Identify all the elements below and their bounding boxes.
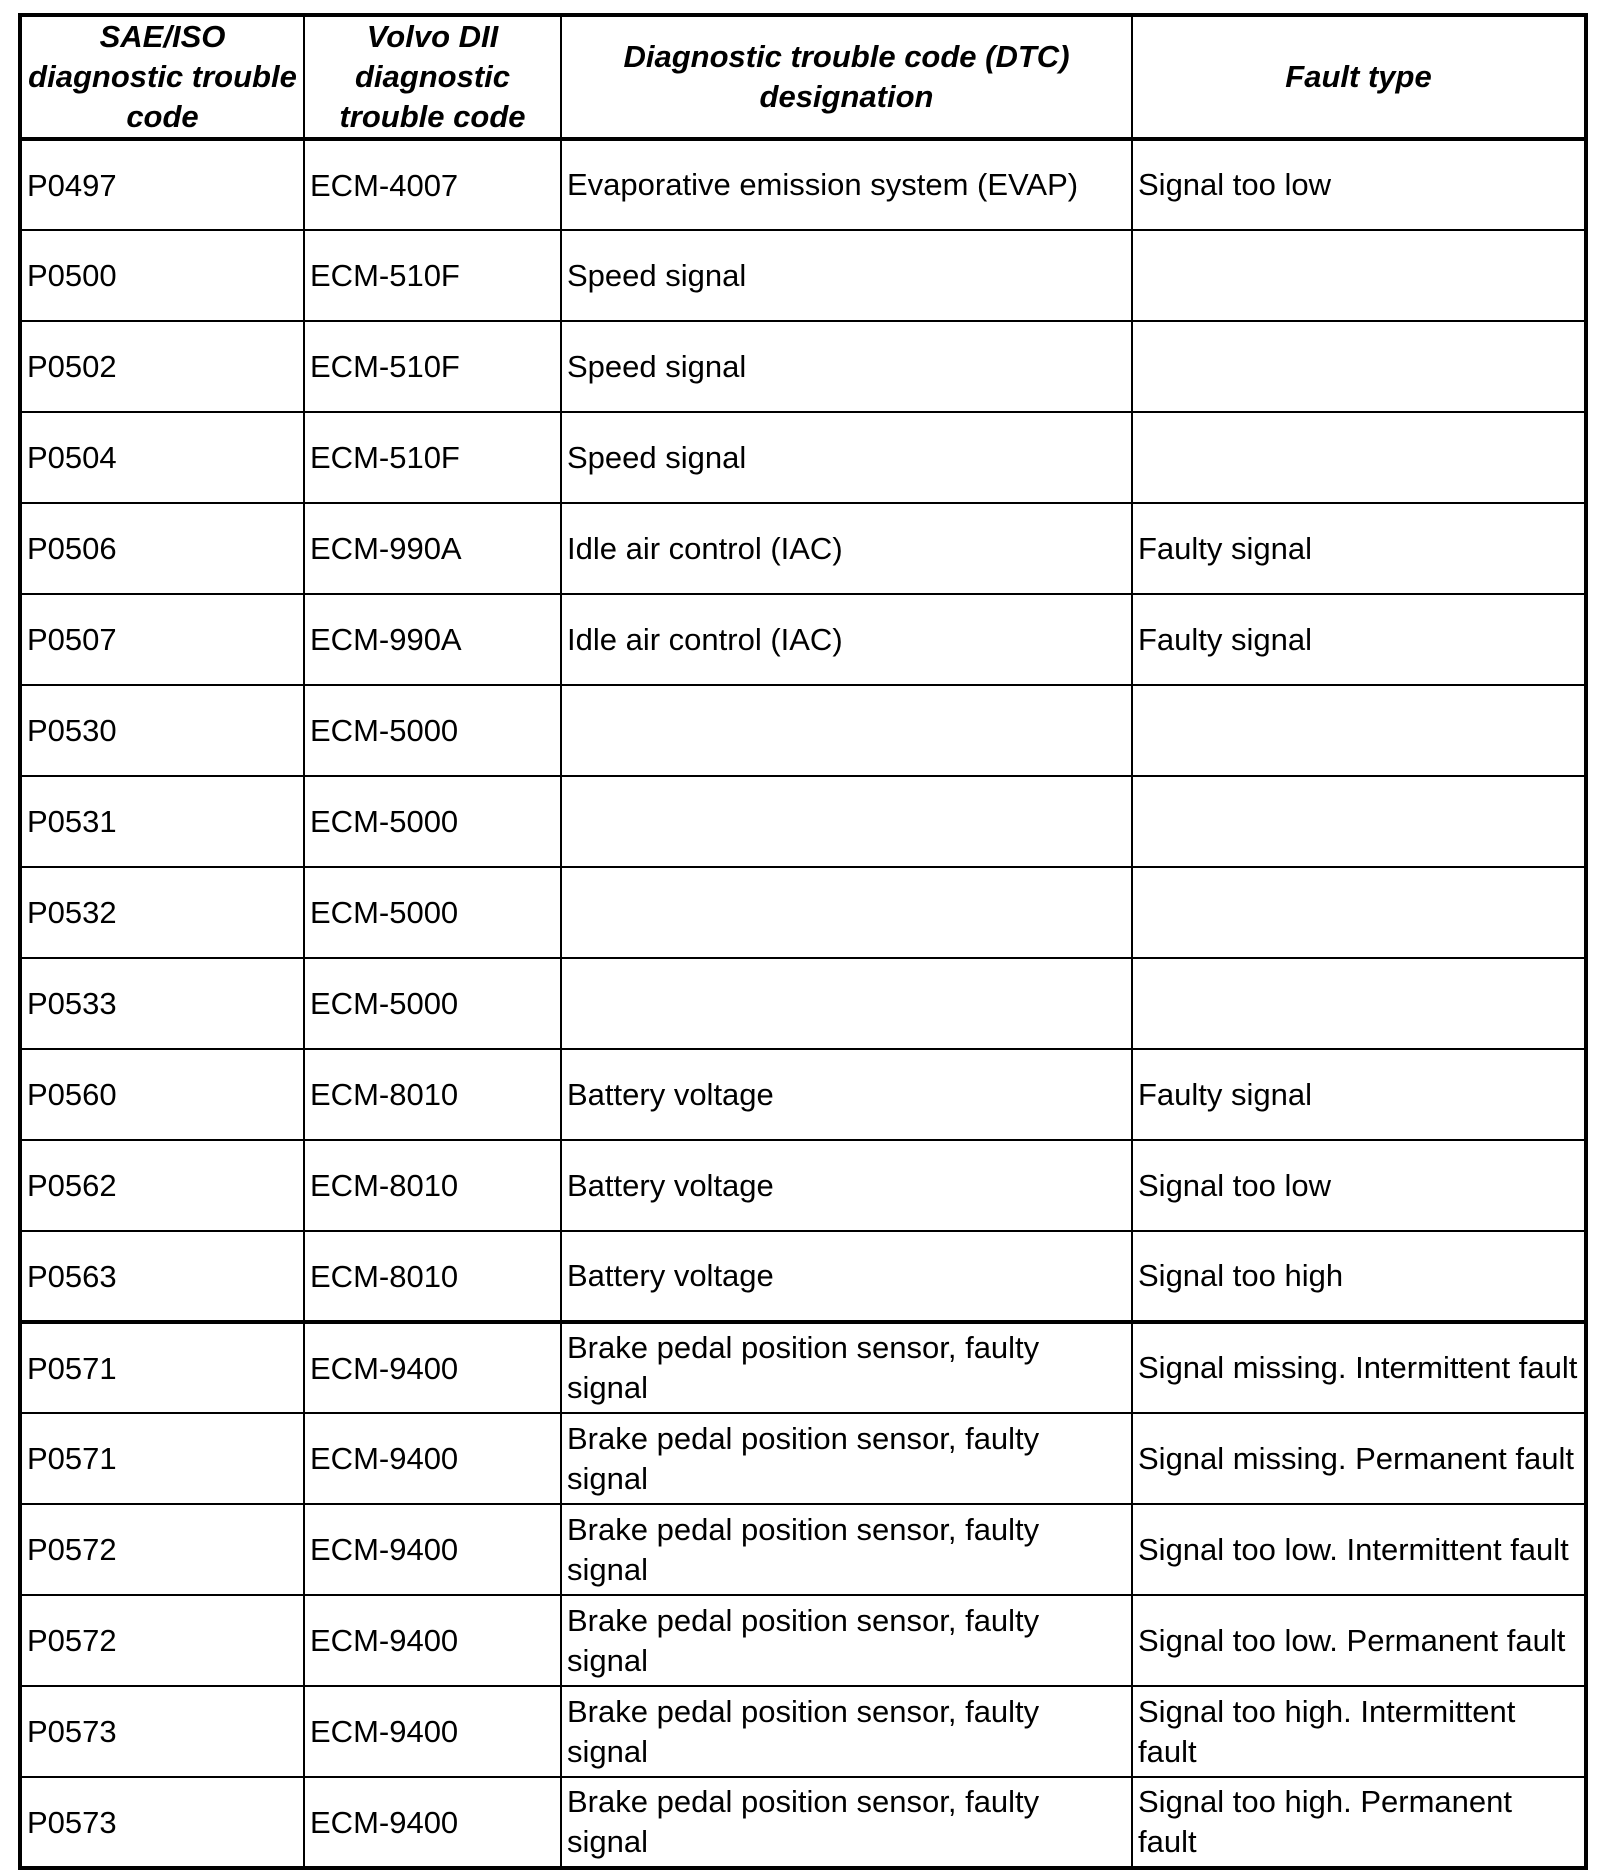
- cell-dtc-designation: Brake pedal position sensor, faulty signal: [561, 1686, 1132, 1777]
- table-row: [20, 1595, 1586, 1686]
- table-body: [20, 139, 1586, 1868]
- cell-volvo-dii-code: ECM-510F: [304, 412, 561, 503]
- cell-dtc-designation: Battery voltage: [561, 1140, 1132, 1231]
- cell-dtc-designation: Speed signal: [561, 321, 1132, 412]
- header-row: [20, 15, 1586, 139]
- table-row: [20, 958, 1586, 1049]
- header-fault-type: Fault type: [1132, 15, 1586, 139]
- cell-volvo-dii-code: ECM-990A: [304, 594, 561, 685]
- cell-volvo-dii-code: ECM-9400: [304, 1322, 561, 1413]
- cell-sae-iso-code: P0504: [20, 412, 304, 503]
- cell-volvo-dii-code: ECM-8010: [304, 1140, 561, 1231]
- table-row: [20, 1140, 1586, 1231]
- cell-volvo-dii-code: ECM-990A: [304, 503, 561, 594]
- cell-dtc-designation: [561, 958, 1132, 1049]
- dtc-table: [18, 13, 1588, 1870]
- cell-volvo-dii-code: ECM-5000: [304, 867, 561, 958]
- cell-sae-iso-code: P0572: [20, 1595, 304, 1686]
- table-row: [20, 685, 1586, 776]
- cell-fault-type: [1132, 412, 1586, 503]
- cell-volvo-dii-code: ECM-9400: [304, 1504, 561, 1595]
- cell-sae-iso-code: P0532: [20, 867, 304, 958]
- header-volvo-dii-code: Volvo DII diagnostic trouble code: [304, 15, 561, 139]
- cell-volvo-dii-code: ECM-510F: [304, 230, 561, 321]
- cell-volvo-dii-code: ECM-4007: [304, 139, 561, 230]
- cell-volvo-dii-code: ECM-9400: [304, 1777, 561, 1868]
- cell-fault-type: Signal too low. Permanent fault: [1132, 1595, 1586, 1686]
- cell-sae-iso-code: P0571: [20, 1413, 304, 1504]
- cell-fault-type: Signal too high. Intermittent fault: [1132, 1686, 1586, 1777]
- cell-sae-iso-code: P0560: [20, 1049, 304, 1140]
- cell-sae-iso-code: P0506: [20, 503, 304, 594]
- table-row: [20, 1049, 1586, 1140]
- cell-fault-type: [1132, 958, 1586, 1049]
- table-row: [20, 1413, 1586, 1504]
- cell-volvo-dii-code: ECM-8010: [304, 1231, 561, 1322]
- table-row: [20, 321, 1586, 412]
- cell-volvo-dii-code: ECM-5000: [304, 685, 561, 776]
- cell-fault-type: Faulty signal: [1132, 594, 1586, 685]
- cell-volvo-dii-code: ECM-5000: [304, 958, 561, 1049]
- cell-fault-type: Signal too low: [1132, 1140, 1586, 1231]
- cell-volvo-dii-code: ECM-9400: [304, 1413, 561, 1504]
- cell-sae-iso-code: P0531: [20, 776, 304, 867]
- table-row: [20, 594, 1586, 685]
- cell-dtc-designation: Brake pedal position sensor, faulty signal: [561, 1777, 1132, 1868]
- table-row: [20, 1686, 1586, 1777]
- cell-fault-type: Signal missing. Permanent fault: [1132, 1413, 1586, 1504]
- table-row: [20, 1777, 1586, 1868]
- header-dtc-designation: Diagnostic trouble code (DTC) designation: [561, 15, 1132, 139]
- cell-dtc-designation: Speed signal: [561, 230, 1132, 321]
- cell-volvo-dii-code: ECM-8010: [304, 1049, 561, 1140]
- cell-volvo-dii-code: ECM-9400: [304, 1595, 561, 1686]
- table-row: [20, 503, 1586, 594]
- cell-volvo-dii-code: ECM-9400: [304, 1686, 561, 1777]
- cell-dtc-designation: [561, 867, 1132, 958]
- cell-fault-type: Signal missing. Intermittent fault: [1132, 1322, 1586, 1413]
- table-row: [20, 139, 1586, 230]
- header-sae-iso-code: SAE/ISO diagnostic trouble code: [20, 15, 304, 139]
- cell-sae-iso-code: P0563: [20, 1231, 304, 1322]
- table-row: [20, 1322, 1586, 1413]
- cell-dtc-designation: Speed signal: [561, 412, 1132, 503]
- table-header: [20, 15, 1586, 139]
- cell-volvo-dii-code: ECM-510F: [304, 321, 561, 412]
- cell-sae-iso-code: P0573: [20, 1686, 304, 1777]
- cell-dtc-designation: Brake pedal position sensor, faulty signal: [561, 1595, 1132, 1686]
- cell-sae-iso-code: P0573: [20, 1777, 304, 1868]
- table-row: [20, 776, 1586, 867]
- table-row: [20, 867, 1586, 958]
- cell-dtc-designation: Idle air control (IAC): [561, 594, 1132, 685]
- cell-fault-type: Signal too low. Intermittent fault: [1132, 1504, 1586, 1595]
- cell-dtc-designation: [561, 685, 1132, 776]
- cell-dtc-designation: Brake pedal position sensor, faulty signal: [561, 1504, 1132, 1595]
- table-row: [20, 1231, 1586, 1322]
- cell-dtc-designation: Idle air control (IAC): [561, 503, 1132, 594]
- cell-fault-type: [1132, 685, 1586, 776]
- cell-fault-type: Signal too high. Permanent fault: [1132, 1777, 1586, 1868]
- cell-fault-type: Faulty signal: [1132, 503, 1586, 594]
- cell-sae-iso-code: P0562: [20, 1140, 304, 1231]
- cell-fault-type: Signal too high: [1132, 1231, 1586, 1322]
- cell-fault-type: [1132, 867, 1586, 958]
- cell-sae-iso-code: P0497: [20, 139, 304, 230]
- cell-sae-iso-code: P0571: [20, 1322, 304, 1413]
- cell-sae-iso-code: P0530: [20, 685, 304, 776]
- cell-sae-iso-code: P0502: [20, 321, 304, 412]
- cell-dtc-designation: Evaporative emission system (EVAP): [561, 139, 1132, 230]
- cell-fault-type: Faulty signal: [1132, 1049, 1586, 1140]
- cell-dtc-designation: Brake pedal position sensor, faulty signal: [561, 1413, 1132, 1504]
- cell-sae-iso-code: P0533: [20, 958, 304, 1049]
- table-row: [20, 412, 1586, 503]
- cell-fault-type: [1132, 776, 1586, 867]
- cell-sae-iso-code: P0572: [20, 1504, 304, 1595]
- cell-dtc-designation: Battery voltage: [561, 1231, 1132, 1322]
- cell-volvo-dii-code: ECM-5000: [304, 776, 561, 867]
- cell-sae-iso-code: P0500: [20, 230, 304, 321]
- cell-fault-type: Signal too low: [1132, 139, 1586, 230]
- cell-dtc-designation: Battery voltage: [561, 1049, 1132, 1140]
- cell-fault-type: [1132, 230, 1586, 321]
- cell-sae-iso-code: P0507: [20, 594, 304, 685]
- table-row: [20, 230, 1586, 321]
- cell-fault-type: [1132, 321, 1586, 412]
- cell-dtc-designation: Brake pedal position sensor, faulty signal: [561, 1322, 1132, 1413]
- table-row: [20, 1504, 1586, 1595]
- cell-dtc-designation: [561, 776, 1132, 867]
